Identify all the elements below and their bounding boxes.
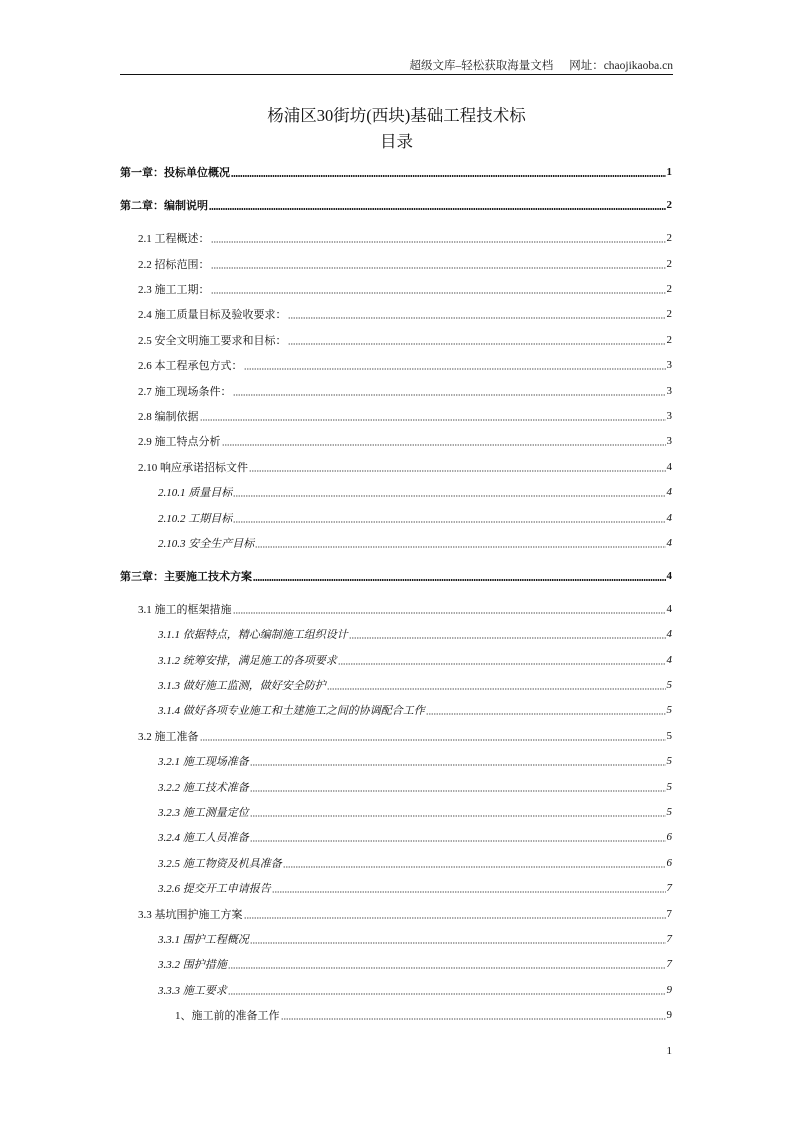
header-site: 超级文库–轻松获取海量文档 <box>409 60 554 72</box>
dot-leader <box>250 764 666 766</box>
toc-entry-page: 5 <box>666 780 672 793</box>
dot-leader <box>255 546 665 548</box>
toc-entry-label: 第二章：编制说明 <box>120 200 208 213</box>
toc-entry-label: 3.2.4 施工人员准备 <box>158 832 249 845</box>
toc-entry-label: 3.1.3 做好施工监测，做好安全防护 <box>158 680 326 693</box>
toc-entry[interactable] <box>120 251 672 276</box>
dot-leader <box>244 917 666 919</box>
dot-leader <box>327 688 666 690</box>
toc-entry-page: 3 <box>666 359 672 372</box>
toc-entry-label: 2.1 工程概述： <box>138 233 210 246</box>
toc-entry-page: 7 <box>666 907 672 920</box>
toc-entry[interactable] <box>120 799 672 824</box>
dot-leader <box>233 394 666 396</box>
dot-leader <box>209 208 666 210</box>
toc-entry[interactable] <box>120 505 672 530</box>
toc-entry[interactable] <box>120 672 672 697</box>
toc-entry-label: 第一章：投标单位概况 <box>120 167 230 180</box>
toc-entry-label: 第三章：主要施工技术方案 <box>120 570 252 583</box>
toc-entry[interactable] <box>120 302 672 327</box>
toc-entry-label: 3.1.4 做好各项专业施工和土建施工之间的协调配合工作 <box>158 705 425 718</box>
toc-entry-label: 3.1.1 依据特点，精心编制施工组织设计 <box>158 629 348 642</box>
toc-entry-page: 2 <box>666 199 672 212</box>
toc-entry-page: 7 <box>666 958 672 971</box>
toc-entry[interactable] <box>120 563 672 588</box>
toc-entry-page: 9 <box>666 1009 672 1022</box>
dot-leader <box>244 368 666 370</box>
dot-leader <box>233 612 666 614</box>
toc-entry-label: 3.2.6 提交开工申请报告 <box>158 883 271 896</box>
toc-entry-label: 3.2.3 施工测量定位 <box>158 807 249 820</box>
toc-entry-page: 4 <box>666 486 672 499</box>
dot-leader <box>288 343 666 345</box>
dot-leader <box>222 444 666 446</box>
toc-entry[interactable] <box>120 454 672 479</box>
toc-entry-page: 7 <box>666 882 672 895</box>
toc-entry-page: 5 <box>666 755 672 768</box>
dot-leader <box>231 175 666 177</box>
toc-entry[interactable] <box>120 952 672 977</box>
toc-entry-page: 4 <box>666 569 672 582</box>
toc-entry[interactable] <box>120 479 672 504</box>
dot-leader <box>250 790 666 792</box>
toc-entry[interactable] <box>120 276 672 301</box>
dot-leader <box>211 241 666 243</box>
toc-entry-page: 6 <box>666 831 672 844</box>
toc-entry-label: 2.7 施工现场条件： <box>138 385 232 398</box>
dot-leader <box>250 840 666 842</box>
toc-entry-label: 2.10 响应承诺招标文件 <box>138 461 248 474</box>
toc-entry-page: 2 <box>666 308 672 321</box>
toc-entry[interactable] <box>120 749 672 774</box>
toc-entry[interactable] <box>120 378 672 403</box>
dot-leader <box>349 637 666 639</box>
toc-entry[interactable] <box>120 353 672 378</box>
toc-entry-page: 4 <box>666 628 672 641</box>
toc-entry[interactable] <box>120 622 672 647</box>
toc-entry[interactable] <box>120 698 672 723</box>
toc-entry-label: 2.5 安全文明施工要求和目标： <box>138 334 287 347</box>
toc-entry[interactable] <box>120 160 672 185</box>
toc-entry-label: 2.10.3 安全生产目标 <box>158 537 255 550</box>
page-header <box>393 57 673 73</box>
dot-leader <box>211 292 666 294</box>
toc-entry[interactable] <box>120 429 672 454</box>
toc-entry[interactable] <box>120 530 672 555</box>
toc-entry-page: 2 <box>666 283 672 296</box>
toc-entry-page: 4 <box>666 460 672 473</box>
dot-leader <box>211 267 666 269</box>
toc-entry-label: 2.10.2 工期目标 <box>158 512 233 525</box>
toc-entry-page: 3 <box>666 384 672 397</box>
dot-leader <box>200 419 666 421</box>
toc-entry-page: 4 <box>666 602 672 615</box>
toc-entry-page: 4 <box>666 511 672 524</box>
toc-entry-page: 5 <box>666 806 672 819</box>
dot-leader <box>250 815 666 817</box>
dot-leader <box>281 1018 666 1020</box>
toc-entry[interactable] <box>120 774 672 799</box>
dot-leader <box>250 942 666 944</box>
toc-entry-page: 7 <box>666 932 672 945</box>
toc-entry-label: 2.2 招标范围： <box>138 258 210 271</box>
dot-leader <box>283 866 666 868</box>
toc-entry-label: 2.10.1 质量目标 <box>158 487 233 500</box>
toc-entry-page: 2 <box>666 232 672 245</box>
toc-entry-page: 5 <box>666 729 672 742</box>
dot-leader <box>288 317 666 319</box>
header-url: 网址：chaojikaoba.cn <box>569 60 673 72</box>
toc-entry-label: 2.3 施工工期： <box>138 284 210 297</box>
dot-leader <box>338 663 666 665</box>
toc-entry-page: 2 <box>666 257 672 270</box>
dot-leader <box>228 993 666 995</box>
dot-leader <box>249 470 666 472</box>
toc-entry-page: 1 <box>666 166 672 179</box>
toc-entry-label: 1、施工前的准备工作 <box>175 1010 280 1023</box>
toc-entry-page: 4 <box>666 653 672 666</box>
toc-entry-label: 3.3.1 围护工程概况 <box>158 933 249 946</box>
toc-entry-label: 3.3.3 施工要求 <box>158 984 227 997</box>
toc-entry-page: 9 <box>666 983 672 996</box>
toc-entry-page: 4 <box>666 536 672 549</box>
toc-entry[interactable] <box>120 596 672 621</box>
toc-entry[interactable] <box>120 403 672 428</box>
toc-entry[interactable] <box>120 825 672 850</box>
toc-entry-label: 3.3 基坑围护施工方案 <box>138 908 243 921</box>
dot-leader <box>426 713 666 715</box>
toc-entry-page: 5 <box>666 704 672 717</box>
toc-entry[interactable] <box>120 1002 672 1027</box>
toc-entry[interactable] <box>120 926 672 951</box>
toc-entry-label: 2.9 施工特点分析 <box>138 436 221 449</box>
toc-entry-page: 5 <box>666 679 672 692</box>
toc-entry[interactable] <box>120 647 672 672</box>
header-rule <box>120 74 673 75</box>
toc-entry[interactable] <box>120 226 672 251</box>
toc-entry[interactable] <box>120 901 672 926</box>
dot-leader <box>272 891 666 893</box>
toc-entry-label: 3.2.5 施工物资及机具准备 <box>158 857 282 870</box>
table-of-contents <box>120 152 672 1028</box>
toc-entry-page: 6 <box>666 856 672 869</box>
toc-entry-label: 3.2.2 施工技术准备 <box>158 781 249 794</box>
toc-entry[interactable] <box>120 850 672 875</box>
dot-leader <box>228 967 666 969</box>
toc-entry-page: 3 <box>666 435 672 448</box>
toc-entry-label: 2.8 编制依据 <box>138 410 199 423</box>
toc-entry-label: 3.1 施工的框架措施 <box>138 603 232 616</box>
toc-entry[interactable] <box>120 723 672 748</box>
toc-heading: 目录 <box>380 132 413 151</box>
toc-entry[interactable] <box>120 193 672 218</box>
toc-entry-label: 2.4 施工质量目标及验收要求： <box>138 309 287 322</box>
toc-entry-label: 3.2.1 施工现场准备 <box>158 756 249 769</box>
dot-leader <box>253 579 666 581</box>
toc-entry-page: 3 <box>666 409 672 422</box>
document-title: 杨浦区30街坊(西块)基础工程技术标 <box>267 106 526 125</box>
toc-entry-label: 3.2 施工准备 <box>138 730 199 743</box>
dot-leader <box>233 495 665 497</box>
page-number: 1 <box>666 1045 672 1057</box>
dot-leader <box>233 521 665 523</box>
toc-entry-page: 2 <box>666 333 672 346</box>
toc-entry-label: 2.6 本工程承包方式： <box>138 360 243 373</box>
toc-entry[interactable] <box>120 327 672 352</box>
toc-entry[interactable] <box>120 876 672 901</box>
toc-entry-label: 3.1.2 统筹安排，满足施工的各项要求 <box>158 654 337 667</box>
dot-leader <box>200 739 666 741</box>
toc-entry[interactable] <box>120 977 672 1002</box>
toc-entry-label: 3.3.2 围护措施 <box>158 959 227 972</box>
